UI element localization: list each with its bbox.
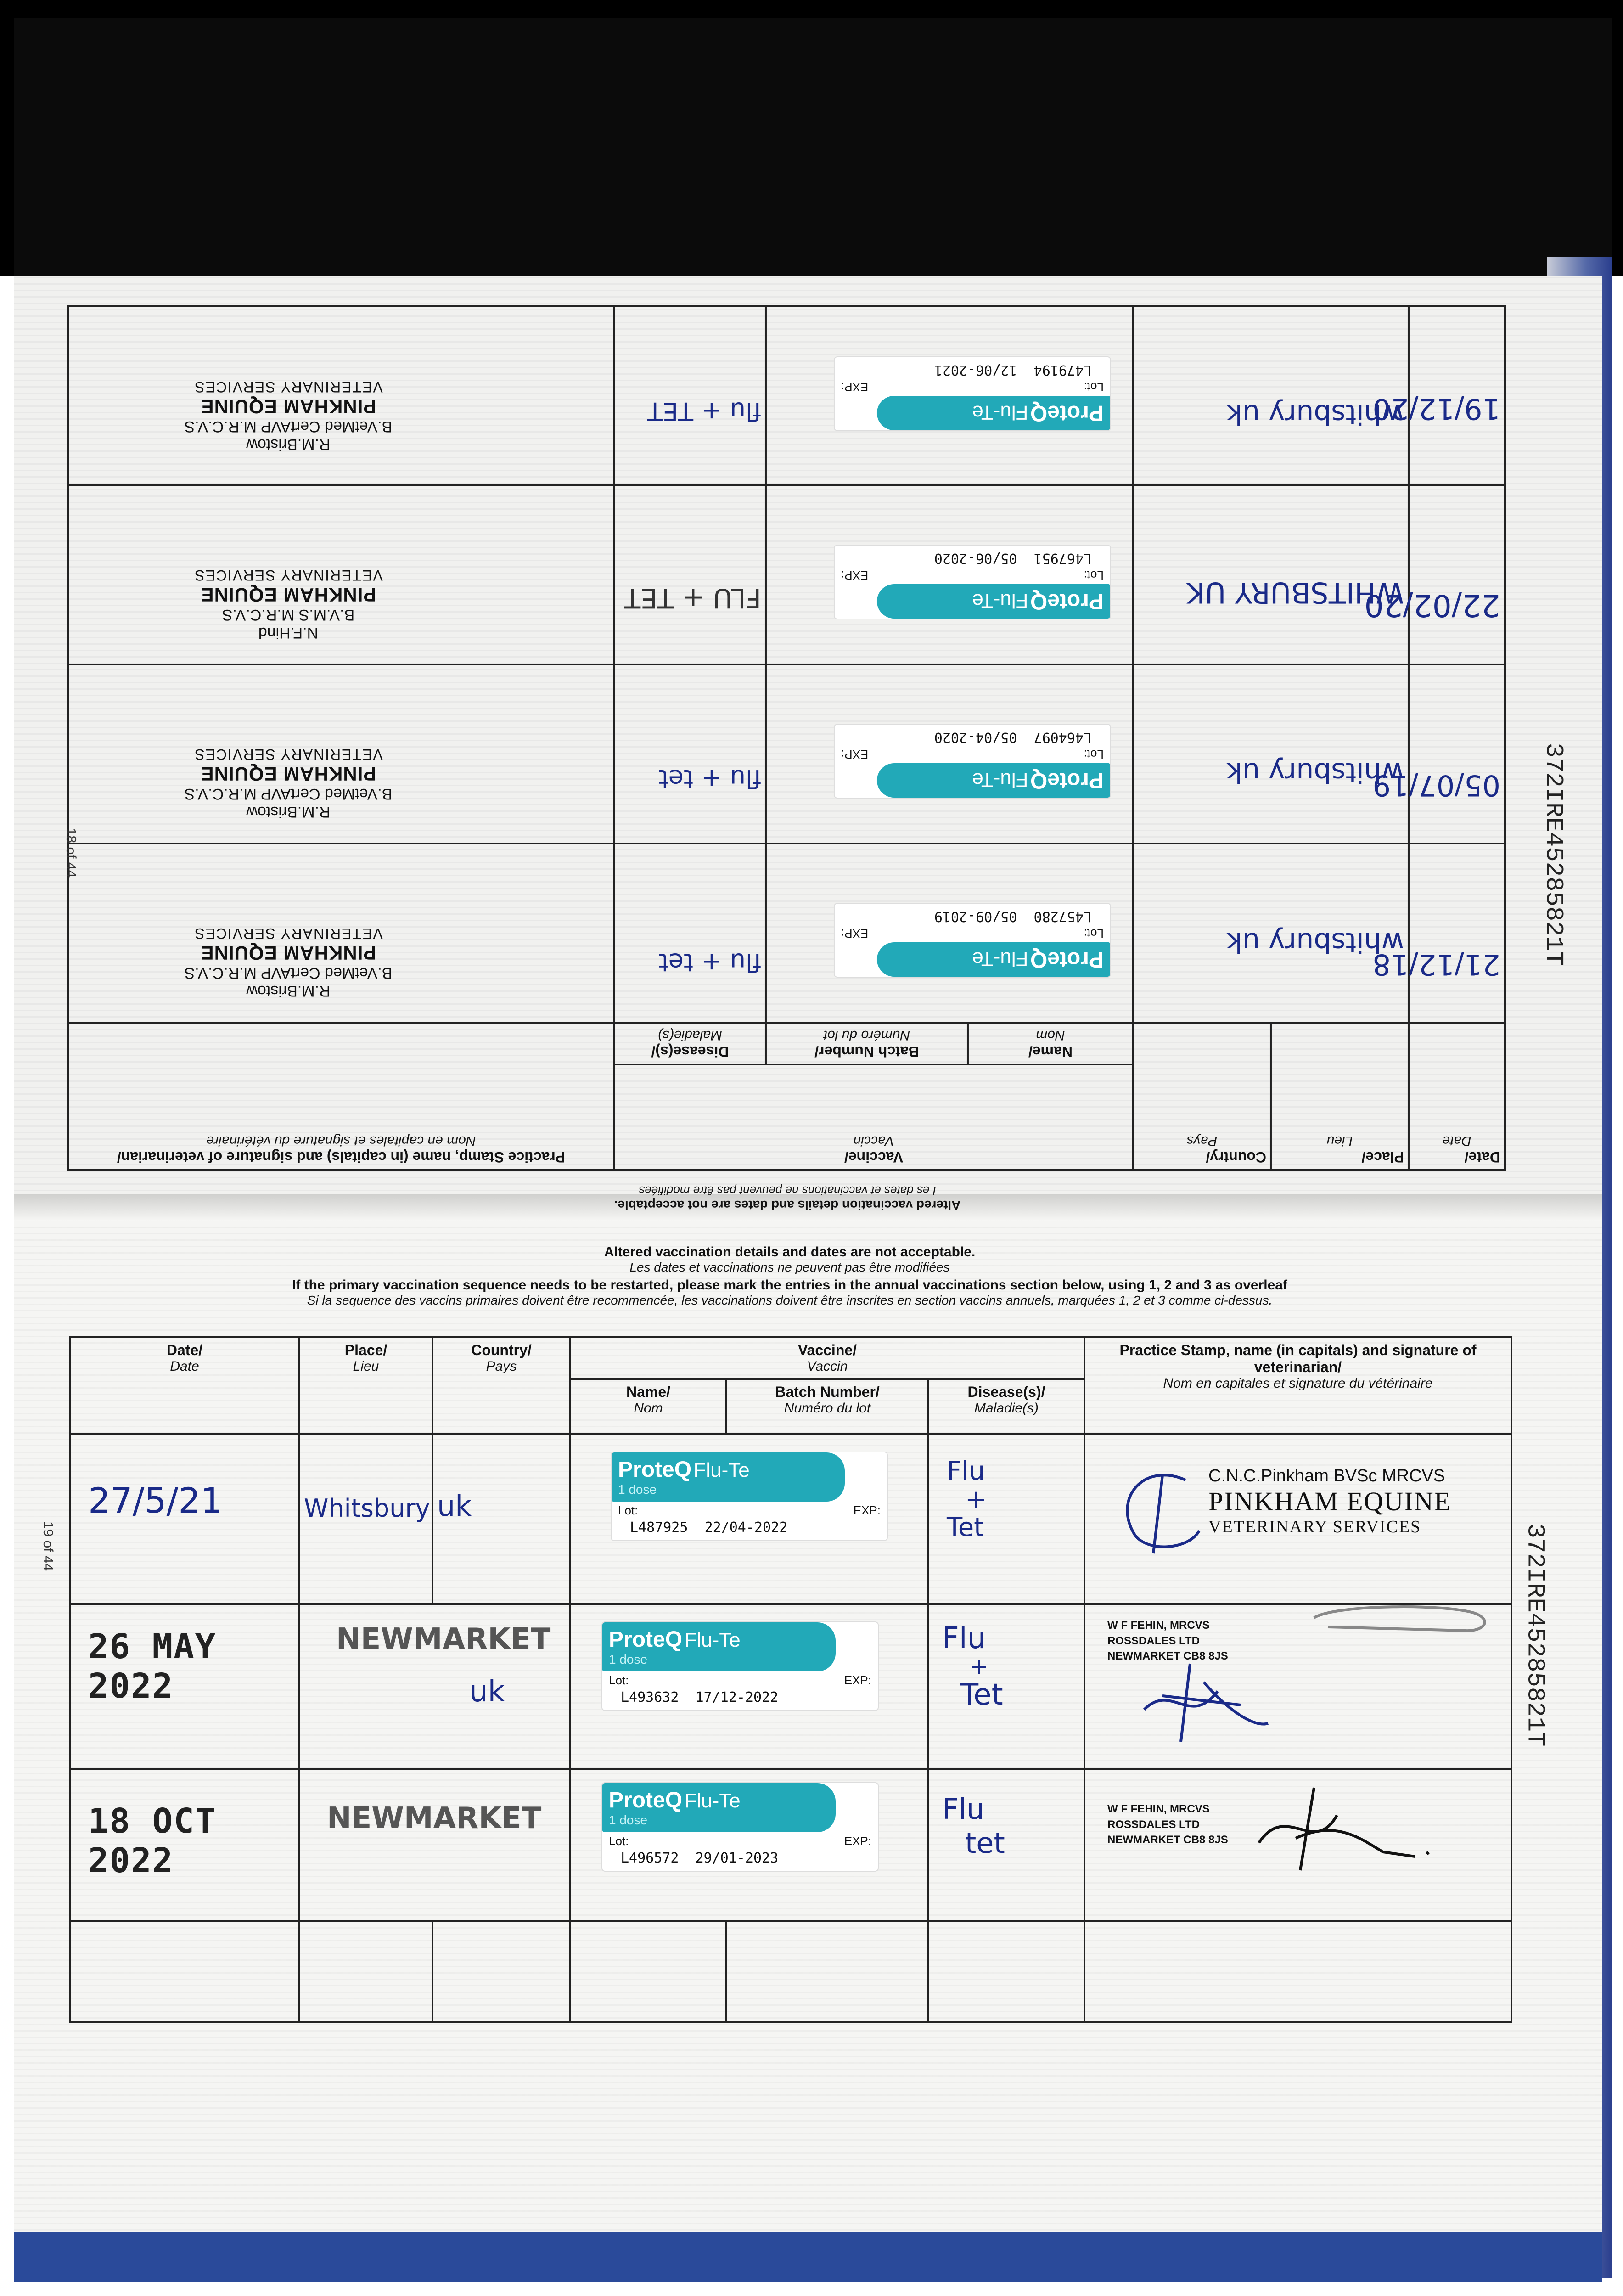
header-country: Country/ Pays [1133, 1023, 1271, 1170]
header-place: Place/ Lieu [299, 1337, 432, 1434]
header-place: Place/ Lieu [1271, 1023, 1409, 1170]
vet-signature [1107, 1462, 1208, 1563]
upper-vaccination-table [69, 335, 1506, 1212]
upper-date-cell: 21/12/18 [1409, 844, 1505, 1023]
vaccine-sticker: ProteQ Flu-Te 1 dose Lot: EXP: L496572 29/01-2023 [602, 1783, 878, 1871]
header-name: Name/ Nom [570, 1379, 726, 1434]
upper-disease-cell: flu + tet [614, 844, 766, 1023]
lower-header-row [70, 1337, 1511, 1379]
vaccine-sticker: ProteQ Flu-Te Lot: EXP: L467951 05/06-2020 [835, 546, 1110, 619]
upper-date-cell: 19/12/20 [1409, 306, 1505, 485]
lower-country-cell: uk [432, 1434, 570, 1604]
upper-place-cell: whitsbury uk [1133, 844, 1409, 1023]
header-date: Date/ Date [70, 1337, 299, 1434]
pinkham-stamp: C.N.C.Pinkham BVSc MRCVS PINKHAM EQUINE VETERINARY SERVICES [1107, 1466, 1507, 1537]
vaccine-sticker: ProteQ Flu-Te Lot: EXP: L457280 05/09-2019 [835, 904, 1110, 977]
lower-vaccine-cell [570, 1769, 928, 1921]
lower-stamp-cell [1084, 1769, 1511, 1921]
page-number-18: 18 of 44 [63, 827, 79, 878]
upper-stamp-cell: R.M.Bristow B.VetMed CertAVP M.R.C.V.S PINKHAM EQUINE VETERINARY SERVICES [68, 306, 614, 485]
lower-stamp-cell [1084, 1434, 1511, 1604]
page-number-19: 19 of 44 [40, 1521, 56, 1571]
upper-stamp-cell: N.F.Hind B.V.M.S M.R.C.V.S PINKHAM EQUINE VETERINARY SERVICES [68, 485, 614, 664]
lower-place-cell: NEWMARKET uk [299, 1604, 570, 1769]
rossdales-stamp: W F FEHIN, MRCVS ROSSDALES LTD NEWMARKET CB8 8JS [1107, 1618, 1507, 1664]
lower-place-cell: Whitsbury [299, 1434, 432, 1604]
upper-row [68, 844, 1505, 1023]
lower-row [70, 1434, 1511, 1604]
lower-vaccination-table [69, 1336, 1511, 2007]
header-disease: Disease(s)/ Maladie(s) [614, 1023, 766, 1064]
header-stamp: Practice Stamp, name (in capitals) and signature of veterinarian/ Nom en capitales et signature du vétérinaire [1084, 1337, 1511, 1434]
header-disease: Disease(s)/ Maladie(s) [928, 1379, 1084, 1434]
vaccine-sticker: ProteQ Flu-Te Lot: EXP: L479194 12/06-2021 [835, 357, 1110, 430]
lower-stamp-cell [1084, 1604, 1511, 1769]
rossdales-stamp: W F FEHIN, MRCVS ROSSDALES LTD NEWMARKET CB8 8JS [1107, 1801, 1507, 1848]
lower-place-cell: NEWMARKET [299, 1769, 570, 1921]
upper-date-cell: 22/02/20 [1409, 485, 1505, 664]
lower-vaccine-cell [570, 1434, 928, 1604]
lower-row [70, 1604, 1511, 1769]
upper-disease-cell: FLU + TET [614, 485, 766, 664]
upper-row [68, 485, 1505, 664]
vaccine-sticker: ProteQ Flu-Te Lot: EXP: L464097 05/04-2020 [835, 725, 1110, 798]
lower-row-empty [70, 1921, 1511, 2022]
upper-disease-cell: flu + tet [614, 664, 766, 844]
lower-date-cell: 26 MAY 2022 [70, 1604, 299, 1769]
header-name: Name/ Nom [968, 1023, 1133, 1064]
vaccine-sticker: ProteQ Flu-Te 1 dose Lot: EXP: L493632 17/12-2022 [602, 1622, 878, 1710]
header-vaccine: Vaccine/ Vaccin [570, 1337, 1084, 1379]
passport-number-upper: 372IRE45285821T [1539, 743, 1567, 966]
vaccine-sticker: ProteQ Flu-Te 1 dose Lot: EXP: L487925 22/04-2022 [612, 1452, 887, 1540]
vet-signature [1245, 1774, 1438, 1875]
upper-vaccine-cell [766, 485, 1133, 664]
header-batch: Batch Number/ Numéro du lot [766, 1023, 968, 1064]
book-cover-top [14, 18, 1612, 276]
upper-vaccine-cell [766, 306, 1133, 485]
paper-clip [1309, 1599, 1493, 1636]
upper-row [68, 664, 1505, 844]
upper-date-cell: 05/07/19 [1409, 664, 1505, 844]
lower-disease-cell: Flu tet [928, 1769, 1084, 1921]
upper-notice: Altered vaccination details and dates are not acceptable. Les dates et vaccinations ne peuvent pas être modifiées [614, 1184, 961, 1212]
upper-vaccine-cell [766, 844, 1133, 1023]
lower-row [70, 1769, 1511, 1921]
upper-place-cell: whitsbury uk [1133, 306, 1409, 485]
upper-row [68, 306, 1505, 485]
upper-disease-cell: flu + TET [614, 306, 766, 485]
passport-number-lower: 372IRE45285821T [1521, 1523, 1549, 1747]
lower-notice: Altered vaccination details and dates are not acceptable. Les dates et vaccinations ne peuvent pas être modifiées If the primary vaccination sequence needs to be restarted, please mark the entries in the annual vaccinations section below, using 1, 2 and 3 as overleaf Si la sequence des vaccins primaires doivent être recommencée, les vaccinations doivent être inscrites en section vaccins annuels, marquées 1, 2 et 3 comme ci-dessus. [292, 1244, 1287, 1307]
upper-place-cell: whitsbury uk [1133, 664, 1409, 844]
upper-header-row [68, 1064, 1505, 1170]
header-stamp: Practice Stamp, name (in capitals) and signature of veterinarian/ Nom en capitales et signature du vétérinaire [68, 1023, 614, 1170]
header-country: Country/ Pays [432, 1337, 570, 1434]
lower-date-cell: 18 OCT 2022 [70, 1769, 299, 1921]
book-cover-bottom [14, 2232, 1602, 2282]
vet-signature [1135, 1654, 1273, 1746]
header-batch: Batch Number/ Numéro du lot [726, 1379, 928, 1434]
lower-disease-cell: Flu + Tet [928, 1604, 1084, 1769]
upper-stamp-cell: R.M.Bristow B.VetMed CertAVP M.R.C.V.S PINKHAM EQUINE VETERINARY SERVICES [68, 664, 614, 844]
lower-vaccine-cell [570, 1604, 928, 1769]
upper-stamp-cell: R.M.Bristow B.VetMed CertAVP M.R.C.V.S PINKHAM EQUINE VETERINARY SERVICES [68, 844, 614, 1023]
header-date: Date/ Date [1409, 1023, 1505, 1170]
lower-disease-cell: Flu + Tet [928, 1434, 1084, 1604]
upper-vaccine-cell [766, 664, 1133, 844]
lower-date-cell: 27/5/21 [70, 1434, 299, 1604]
upper-place-cell: WHITSBURY UK [1133, 485, 1409, 664]
header-vaccine: Vaccine/ Vaccin [614, 1064, 1133, 1170]
